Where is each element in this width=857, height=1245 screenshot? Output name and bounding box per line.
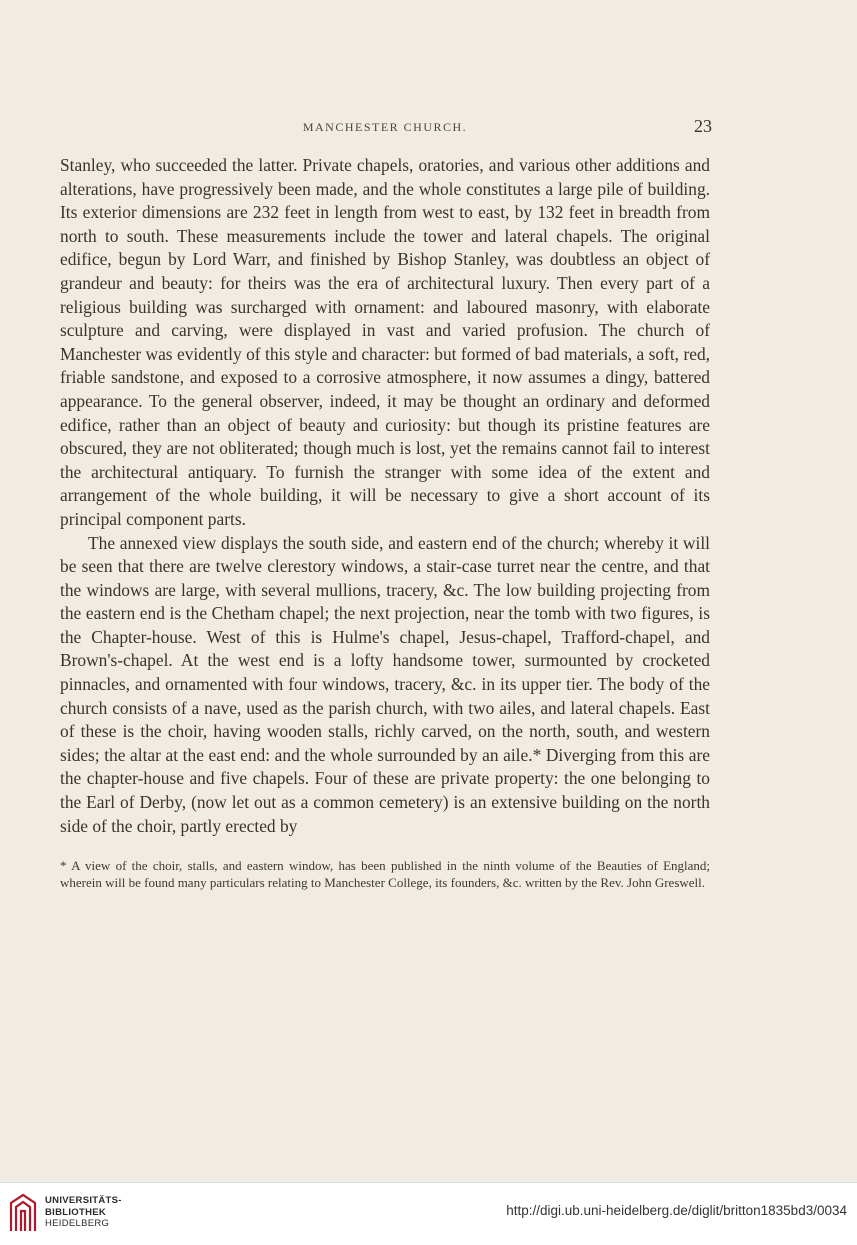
page-number: 23 xyxy=(694,116,712,136)
body-text xyxy=(60,154,710,838)
footnote: * A view of the choir, stalls, and eastern window, has been published in the ninth volume of the Beauties of England; wherein will be found many particulars relating to Manchester College, its founders, &c. written by the Rev. John Greswell. xyxy=(60,858,710,890)
viewer-footer xyxy=(0,1182,857,1245)
paragraph: The annexed view displays the south side, and eastern end of the church; whereby it will be seen that there are twelve clerestory windows, a stair-case turret near the centre, and that the windows are large, with several mullions, tracery, &c. The low building projecting from the eastern end is the Chetham chapel; the next projection, near the tomb with two figures, is the Chapter-house. West of this is Hulme's chapel, Jesus-chapel, Trafford-chapel, and Brown's-chapel. At the west end is a lofty handsome tower, surmounted by crocketed pinnacles, and ornamented with four windows, tracery, &c. in its upper tier. The body of the church consists of a nave, used as the parish church, with two ailes, and lateral chapels. East of these is the choir, having wooden stalls, richly carved, on the north, south, and western sides; the altar at the east end: and the whole surrounded by an aile.* Diverging from this are the chapter-house and five chapels. Four of these are private property: the one belonging to the Earl of Derby, (now let out as a common cemetery) is an extensive building on the north side of the choir, partly erected by xyxy=(60,532,710,836)
paragraph: Stanley, who succeeded the latter. Private chapels, oratories, and various other additions and alterations, have progressively been made, and the whole constitutes a large pile of building. Its exterior dimensions are 232 feet in length from west to east, by 132 feet in breadth from north to south. These measurements include the tower and lateral chapels. The original edifice, begun by Lord Warr, and finished by Bishop Stanley, was doubtless an object of grandeur and beauty: for theirs was the era of architectural luxury. Then every part of a religious building was surcharged with ornament: and laboured masonry, with elaborate sculpture and carving, were displayed in vast and varied profusion. The church of Manchester was evidently of this style and character: but formed of bad materials, a soft, red, friable sandstone, and exposed to a corrosive atmosphere, it now assumes a dingy, battered appearance. To the general observer, indeed, it may be thought an ordinary and deformed edifice, rather than an object of beauty and curiosity: but though its pristine features are obscured, they are not obliterated; though much is lost, yet the remains cannot fail to interest the architectural antiquary. To furnish the stranger with some idea of the extent and arrangement of the whole building, it will be necessary to give a short account of its principal component parts. xyxy=(60,155,710,529)
logo-line-3: HEIDELBERG xyxy=(45,1218,110,1229)
running-head xyxy=(60,116,712,142)
page-content xyxy=(60,116,712,891)
library-logo-icon xyxy=(8,1191,38,1235)
library-logo-text xyxy=(45,1195,122,1230)
library-logo[interactable] xyxy=(8,1191,128,1237)
logo-line-2: BIBLIOTHEK xyxy=(45,1206,107,1218)
permalink-url[interactable]: http://digi.ub.uni-heidelberg.de/diglit/britton1835bd3/0034 xyxy=(506,1203,847,1218)
logo-line-1: UNIVERSITÄTS- xyxy=(45,1195,122,1206)
running-title: MANCHESTER CHURCH. xyxy=(302,120,468,134)
